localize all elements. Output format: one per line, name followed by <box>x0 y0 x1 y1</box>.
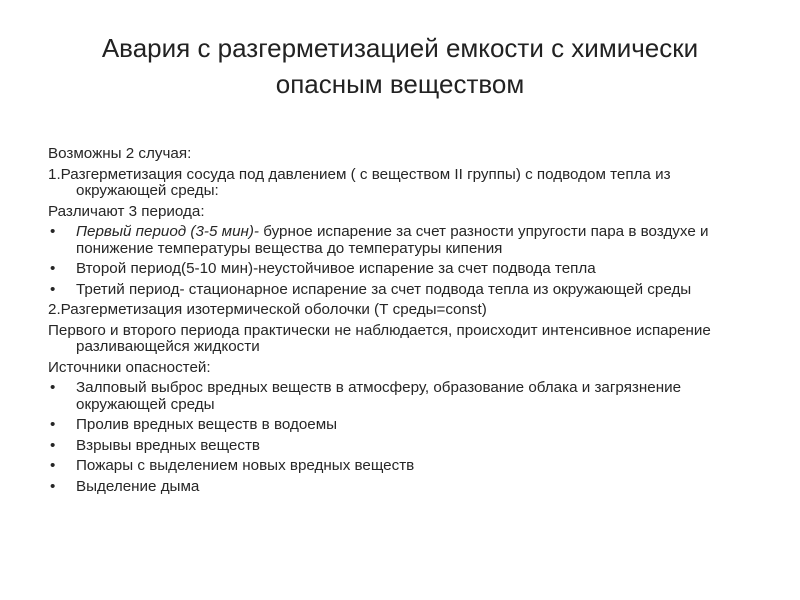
intro-text: Возможны 2 случая: <box>48 145 192 162</box>
bullet-icon: • <box>50 436 56 454</box>
period-1-text: бурное испарение за счет разности упругости пара в воздухе и понижение температуры вещества до температуры кипения <box>76 223 709 257</box>
source-text: Взрывы вредных веществ <box>76 436 260 454</box>
source-item <box>48 380 760 413</box>
slide-body <box>48 146 760 499</box>
case-2-note: Первого и второго периода практически не наблюдается, происходит интенсивное испарение разливающейся жидкости <box>48 321 711 355</box>
case-1-text: 1.Разгерметизация сосуда под давлением ( с веществом II группы) с подводом тепла из окружающей среды: <box>48 165 671 199</box>
sources-intro-text: Источники опасностей: <box>48 358 211 376</box>
bullet-icon: • <box>50 477 56 495</box>
period-2-text: Второй период(5-10 мин)-неустойчивое испарение за счет подвода тепла <box>76 260 596 277</box>
source-item <box>48 458 760 475</box>
periods-list <box>48 224 760 298</box>
source-item <box>48 417 760 434</box>
source-text: Залповый выброс вредных веществ в атмосферу, образование облака и загрязнение окружающей среды <box>76 379 682 413</box>
slide-title-line-2: опасным веществом <box>275 69 525 99</box>
bullet-icon: • <box>50 223 56 240</box>
sources-list <box>48 380 760 495</box>
bullet-icon: • <box>50 416 56 433</box>
periods-intro-text: Различают 3 периода: <box>48 202 205 220</box>
source-item <box>48 479 760 496</box>
period-2-item <box>48 261 760 278</box>
source-text: Пролив вредных веществ в водоемы <box>76 416 338 433</box>
source-text: Пожары с выделением новых вредных веществ <box>76 457 415 474</box>
period-1-item <box>48 224 760 257</box>
period-3-item <box>48 282 760 299</box>
bullet-icon: • <box>50 280 56 298</box>
source-item <box>48 438 760 455</box>
bullet-icon: • <box>50 379 56 396</box>
bullet-icon: • <box>50 260 56 277</box>
period-3-text: Третий период- стационарное испарение за счет подвода тепла из окружающей среды <box>76 280 692 298</box>
period-1-label: Первый период (3-5 мин)- <box>76 223 259 240</box>
slide-title <box>60 30 740 102</box>
case-2-text: 2.Разгерметизация изотермической оболочки (Т среды=const) <box>48 301 487 318</box>
bullet-icon: • <box>50 457 56 474</box>
source-text: Выделение дыма <box>76 477 200 495</box>
slide-title-line-1: Авария с разгерметизацией емкости с химически <box>101 33 699 63</box>
